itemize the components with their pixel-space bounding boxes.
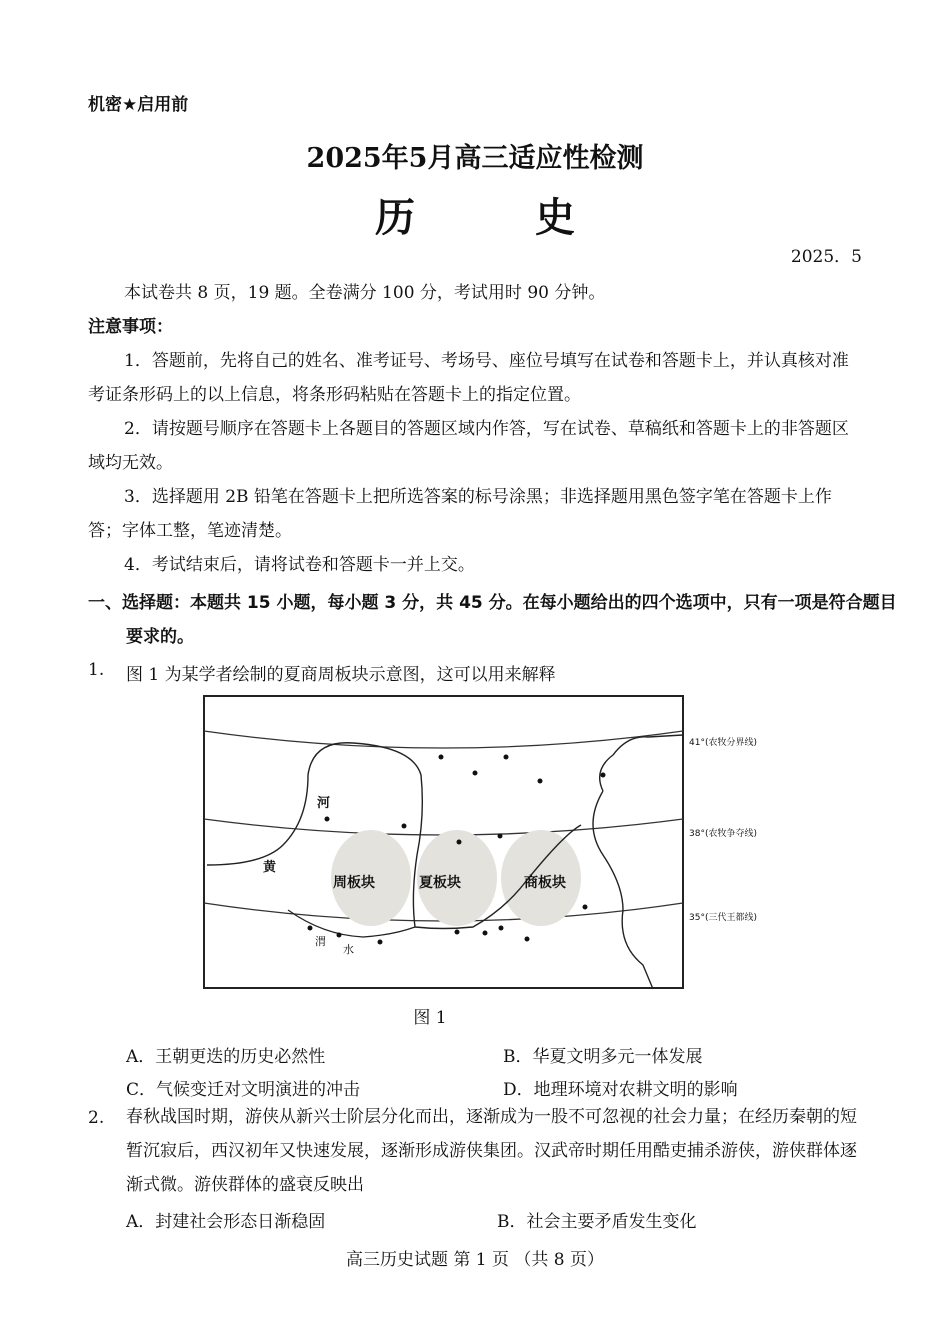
river-label-he: 河 [317,796,331,811]
note-item-3: 3．选择题用 2B 铅笔在答题卡上把所选答案的标号涂黑；非选择题用黑色签字笔在答题卡上作答；字体工整，笔迹清楚。 [88,487,832,541]
river-label-wei: 渭 [315,935,326,948]
page-footer: 高三历史试题 第 1 页 （共 8 页） [345,1250,605,1270]
q2-option-a: A．封建社会形态日渐稳固 [126,1212,326,1232]
line-label-38: 38°(农牧争夺线) [689,829,757,839]
shang-block-label: 商板块 [524,875,566,891]
q1-option-c: C．气候变迁对文明演进的冲击 [126,1080,361,1100]
q1-number: 1. [88,660,105,680]
note-item-1: 1．答题前，先将自己的姓名、准考证号、考场号、座位号填写在试卷和答题卡上，并认真核对准考证条形码上的以上信息，将条形码粘贴在答题卡上的指定位置。 [88,351,849,405]
q1-stem: 图 1 为某学者绘制的夏商周板块示意图，这可以用来解释 [126,665,556,685]
q1-option-a: A．王朝更迭的历史必然性 [126,1047,326,1067]
river-label-shui: 水 [343,943,354,956]
zhou-block-label: 周板块 [333,875,375,891]
subject-title: 历 史 [375,194,615,241]
exam-date: 2025．5 [790,247,862,267]
q2-stem: 春秋战国时期，游侠从新兴士阶层分化而出，逐渐成为一股不可忽视的社会力量；在经历秦朝的短暂沉寂后，西汉初年又快速发展，逐渐形成游侠集团。汉武帝时期任用酷吏捕杀游侠，游侠群体逐渐式微。游侠群体的盛衰反映出 [126,1107,857,1195]
confidential-label: 机密★启用前 [88,95,189,115]
figure-caption: 图 1 [413,1008,447,1028]
note-item-4: 4．考试结束后，请将试卷和答题卡一并上交。 [124,555,475,575]
figure-map [203,695,803,990]
q1-option-b: B．华夏文明多元一体发展 [503,1047,703,1067]
line-label-35: 35°(三代王都线) [689,913,757,923]
map-svg [203,695,803,990]
xia-block-label: 夏板块 [419,875,461,891]
section-heading: 一、选择题：本题共 15 小题，每小题 3 分，共 45 分。在每小题给出的四个选项中，只有一项是符合题目要求的。 [88,593,897,647]
line-label-41: 41°(农牧分界线) [689,738,757,748]
notes-heading: 注意事项： [88,317,173,337]
q2-number: 2. [88,1108,105,1128]
river-label-huang: 黄 [263,860,277,875]
q2-option-b: B．社会主要矛盾发生变化 [497,1212,697,1232]
exam-title: 2025年5月高三适应性检测 [306,143,644,174]
intro-text: 本试卷共 8 页，19 题。全卷满分 100 分，考试用时 90 分钟。 [124,283,606,303]
note-item-2: 2．请按题号顺序在答题卡上各题目的答题区域内作答，写在试卷、草稿纸和答题卡上的非答题区域均无效。 [88,419,849,473]
q1-option-d: D．地理环境对农耕文明的影响 [503,1080,738,1100]
